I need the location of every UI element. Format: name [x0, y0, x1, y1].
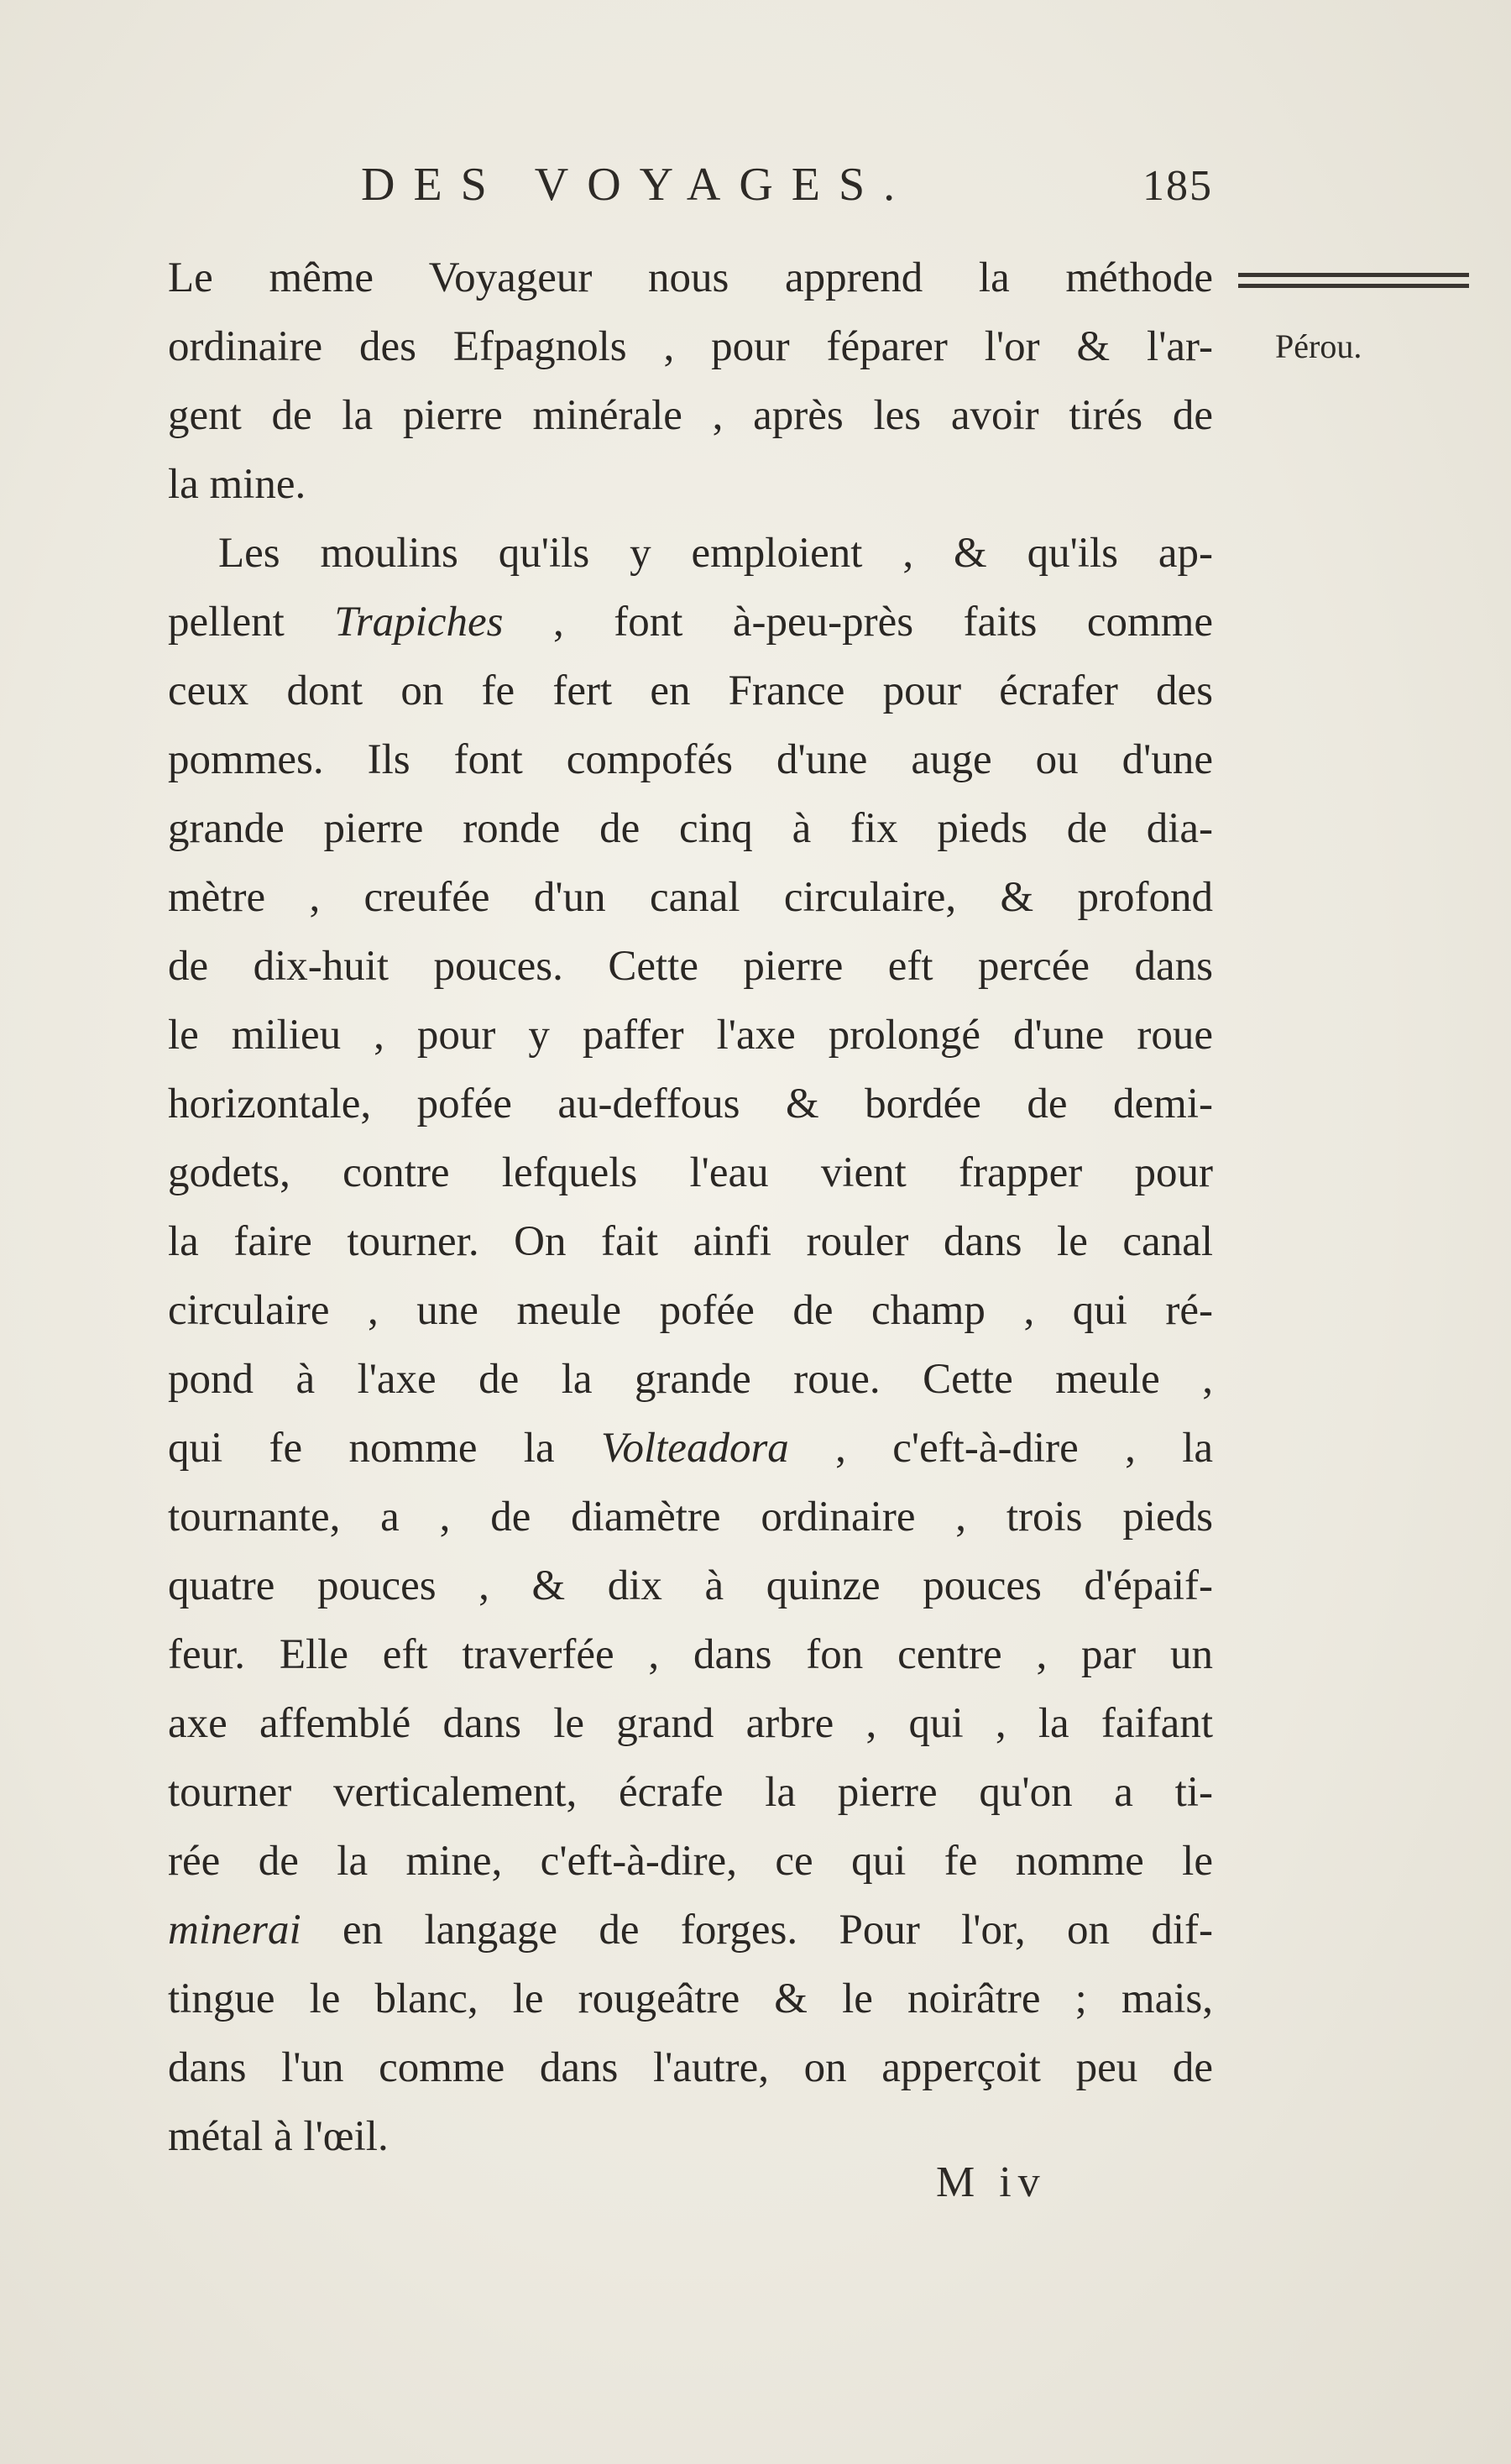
- text-line: minerai en langage de forges. Pour l'or, on dif-: [168, 1907, 1213, 1954]
- page-number: 185: [1142, 162, 1213, 210]
- text-line: rée de la mine, c'eft-à-dire, ce qui fe nomme le: [168, 1838, 1213, 1885]
- text-line: la faire tourner. On fait ainfi rouler dans le canal: [168, 1218, 1213, 1265]
- text-line: tourner verticalement, écrafe la pierre qu'on a ti-: [168, 1769, 1213, 1816]
- margin-note-label: Pérou.: [1275, 327, 1362, 365]
- text-line: de dix-huit pouces. Cette pierre eft percée dans: [168, 943, 1213, 990]
- text-line: dans l'un comme dans l'autre, on apperçoit peu de: [168, 2044, 1213, 2091]
- margin-note: [1238, 273, 1482, 366]
- text-line: axe affemblé dans le grand arbre , qui , la faifant: [168, 1700, 1213, 1747]
- text-line: métal à l'œil.: [168, 2113, 389, 2160]
- text-line: Les moulins qu'ils y emploient , & qu'ils ap-: [218, 530, 1213, 577]
- text-line: godets, contre lefquels l'eau vient frapper pour: [168, 1149, 1213, 1196]
- text-line: la mine.: [168, 461, 306, 508]
- text-line: qui fe nomme la Volteadora , c'eft-à-dire , la: [168, 1425, 1213, 1472]
- signature-mark: M iv: [936, 2158, 1047, 2206]
- text-line: feur. Elle eft traverfée , dans fon centre , par un: [168, 1631, 1213, 1678]
- text-line: pond à l'axe de la grande roue. Cette meule ,: [168, 1356, 1213, 1403]
- text-line-content: pellent Trapiches , font à-peu-près faits comme: [168, 599, 1213, 646]
- text-line: ordinaire des Efpagnols , pour féparer l'or & l'ar-: [168, 323, 1213, 370]
- text-line: pommes. Ils font compofés d'une auge ou d'une: [168, 736, 1213, 783]
- text-line: grande pierre ronde de cinq à fix pieds de dia-: [168, 805, 1213, 852]
- text-line: le milieu , pour y paffer l'axe prolongé d'une roue: [168, 1012, 1213, 1059]
- text-line: tingue le blanc, le rougeâtre & le noirâtre ; mais,: [168, 1975, 1213, 2022]
- text-line: mètre , creufée d'un canal circulaire, & profond: [168, 874, 1213, 921]
- text-line: circulaire , une meule pofée de champ , qui ré-: [168, 1287, 1213, 1334]
- margin-rule: [1238, 273, 1469, 288]
- text-line: tournante, a , de diamètre ordinaire , trois pieds: [168, 1494, 1213, 1541]
- body-text: [168, 243, 1213, 2171]
- page-header: [168, 158, 1213, 225]
- text-line: ceux dont on fe fert en France pour écrafer des: [168, 667, 1213, 714]
- text-line: horizontale, pofée au-deffous & bordée de demi-: [168, 1080, 1213, 1127]
- text-line: gent de la pierre minérale , après les avoir tirés de: [168, 392, 1213, 439]
- text-line: [168, 588, 1213, 657]
- text-line: Le même Voyageur nous apprend la méthode: [168, 254, 1213, 301]
- running-title: DES VOYAGES.: [361, 159, 914, 211]
- text-line: quatre pouces , & dix à quinze pouces d'épaif-: [168, 1562, 1213, 1609]
